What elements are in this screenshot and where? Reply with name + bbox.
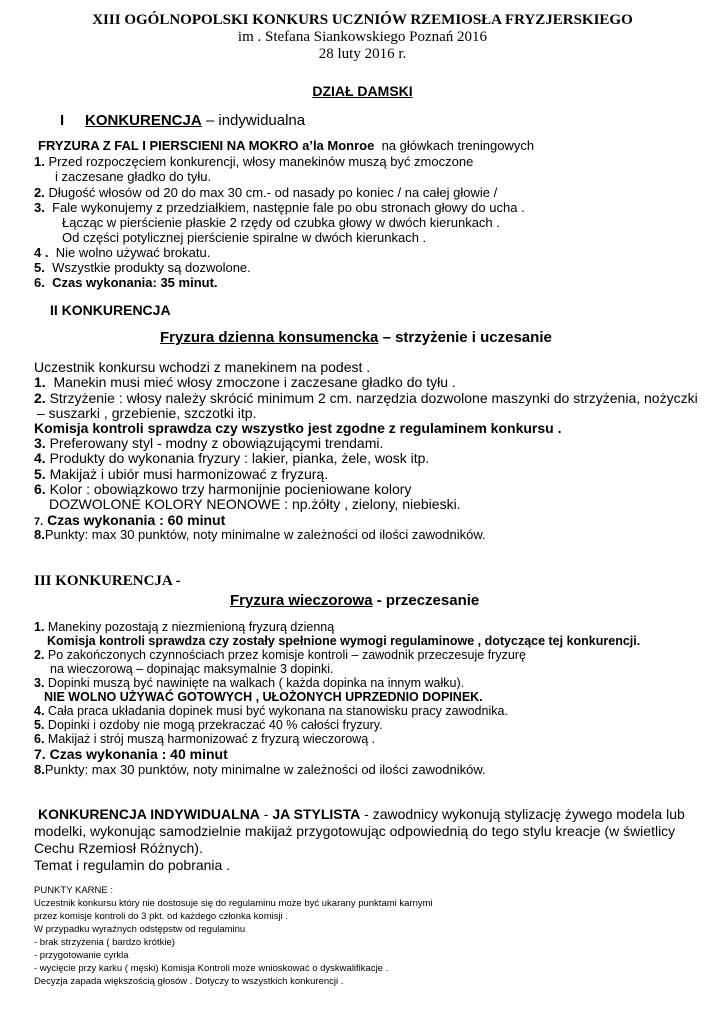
competition-1-title: KONKURENCJA xyxy=(85,112,202,129)
competition-4-title2: JA STYLISTA xyxy=(272,806,361,822)
penalties-line: przez komisje kontroli do 3 pkt. od każdego członka komisji . xyxy=(34,911,288,922)
item-text: Manekiny pozostają z niezmienioną fryzurą dzienną xyxy=(47,620,335,634)
competition-4-line: Cechu Rzemiosł Różnych). xyxy=(34,840,203,856)
item-text: Makijaż i strój muszą harmonizować z fryzurą wieczorową . xyxy=(47,732,376,746)
list-item xyxy=(34,620,334,634)
penalties-line: - brak strzyżenia ( bardzo krótkie) xyxy=(34,937,175,948)
item-text: Dopinki i ozdoby nie mogą przekraczać 40 % całości fryzury. xyxy=(47,718,383,732)
item-text: Czas wykonania : 40 minut xyxy=(49,746,228,762)
item-number: 1. xyxy=(34,620,45,634)
item-number: 4. xyxy=(34,704,45,718)
competition-4-text: - zawodnicy wykonują stylizację żywego modela lub xyxy=(360,806,685,822)
item-text: Wszystkie produkty są dozwolone. xyxy=(52,260,251,275)
competition-4-heading xyxy=(38,806,685,822)
list-item xyxy=(34,276,218,291)
penalties-line: - przygotowanie cyrkla xyxy=(34,950,129,961)
list-item xyxy=(49,496,461,512)
item-text: Po zakończonych czynnościach przez komisje kontroli – zawodnik przeczesuje fryzurę xyxy=(47,648,526,662)
item-text: – suszarki , grzebienie, szczotki itp. xyxy=(37,405,257,421)
item-number: 8. xyxy=(34,762,45,777)
list-item xyxy=(34,420,561,436)
competition-3-subtitle xyxy=(230,592,479,609)
list-item xyxy=(34,201,525,216)
competition-4-dash: - xyxy=(259,806,273,822)
competition-2-subtitle-rest: – strzyżenie i uczesanie xyxy=(382,329,552,346)
list-item xyxy=(44,690,483,704)
list-item xyxy=(34,481,411,497)
item-text: Długość włosów od 20 do max 30 cm.- od nasady po koniec / na całej głowie / xyxy=(48,185,498,200)
competition-1-suffix: – indywidualna xyxy=(205,112,306,129)
competition-2-subtitle xyxy=(160,329,552,346)
item-number: 2. xyxy=(34,185,45,200)
item-number: 6. xyxy=(34,481,46,497)
list-item xyxy=(34,746,228,762)
item-text: Punkty: max 30 punktów, noty minimalne w zależności od ilości zawodników. xyxy=(44,762,486,777)
list-item xyxy=(34,374,456,390)
item-text: Komisja kontroli sprawdza czy zostały spełnione wymogi regulaminowe , dotyczące tej konkurencji. xyxy=(47,634,641,648)
list-item xyxy=(34,648,526,662)
item-number: 3. xyxy=(34,676,45,690)
list-item xyxy=(37,405,256,421)
item-text: Fale wykonujemy z przedziałkiem, następnie fale po obu stronach głowy do ucha . xyxy=(52,200,525,215)
item-text: NIE WOLNO UŻYWAĆ GOTOWYCH , UŁOŻONYCH UPRZEDNIO DOPINEK. xyxy=(44,690,483,704)
competition-3-heading: III KONKURENCJA - xyxy=(34,573,181,589)
item-text: Cała praca układania dopinek musi być wykonana na stanowisku pracy zawodnika. xyxy=(47,704,508,718)
item-number: 6. xyxy=(34,732,45,746)
item-number: 7. xyxy=(34,516,44,528)
list-item xyxy=(62,231,426,246)
competition-1-number: I xyxy=(60,112,65,129)
item-text: Od części potylicznej pierścienie spiralne w dwóch kierunkach . xyxy=(62,230,427,245)
penalties-line: Decyzja zapada większością głosów . Dotyczy to wszystkich konkurencji . xyxy=(34,976,344,987)
list-item xyxy=(55,170,211,185)
competition-3-subtitle-main: Fryzura wieczorowa xyxy=(230,592,373,609)
item-number: 4. xyxy=(34,450,46,466)
item-number: 1. xyxy=(34,154,45,169)
item-text: Dopinki muszą być nawinięte na walkach ( każda dopinka na innym wałku). xyxy=(47,676,465,690)
list-item xyxy=(34,390,698,406)
item-text: Czas wykonania: 35 minut. xyxy=(52,275,218,290)
document-date: 28 luty 2016 r. xyxy=(318,46,407,62)
list-item xyxy=(34,261,251,276)
list-item xyxy=(34,763,486,778)
item-text: DOZWOLONE KOLORY NEONOWE : np.żółty , zielony, niebieski. xyxy=(49,496,461,512)
item-text: Kolor : obowiązkowo trzy harmonijnie pocieniowane kolory xyxy=(49,481,412,497)
list-item xyxy=(34,528,486,543)
item-number: 4 . xyxy=(34,245,49,260)
list-item xyxy=(47,634,640,648)
penalties-line: W przypadku wyraźnych odstępstw od regulaminu xyxy=(34,924,246,935)
item-number: 2. xyxy=(34,390,46,406)
competition-2-heading: II KONKURENCJA xyxy=(50,302,171,318)
list-item xyxy=(34,676,464,690)
competition-2-subtitle-main: Fryzura dzienna konsumencka xyxy=(160,329,379,346)
competition-1-subtitle xyxy=(38,139,534,154)
item-text: Komisja kontroli sprawdza czy wszystko jest zgodne z regulaminem konkursu . xyxy=(34,420,562,436)
item-text: Czas wykonania : 60 minut xyxy=(47,512,226,528)
list-item xyxy=(34,359,370,375)
item-text: Strzyżenie : włosy należy skrócić minimum 2 cm. narzędzia dozwolone maszynki do strzyżenia, nożyczki xyxy=(49,390,698,406)
item-text: Makijaż i ubiór musi harmonizować z fryzurą. xyxy=(49,466,329,482)
document-title: XIII OGÓLNOPOLSKI KONKURS UCZNIÓW RZEMIOSŁA FRYZJERSKIEGO xyxy=(92,12,633,28)
item-text: Punkty: max 30 punktów, noty minimalne w zależności od ilości zawodników. xyxy=(44,527,486,542)
item-number: 8. xyxy=(34,527,45,542)
item-text: Produkty do wykonania fryzury : lakier, pianka, żele, wosk itp. xyxy=(49,450,430,466)
list-item xyxy=(34,450,429,466)
item-text: Przed rozpoczęciem konkurencji, włosy manekinów muszą być zmoczone xyxy=(48,154,474,169)
list-item xyxy=(62,216,500,231)
item-text: na wieczorową – dopinając maksymalnie 3 dopinki. xyxy=(50,662,334,676)
item-text: Łącząc w pierścienie płaskie 2 rzędy od czubka głowy w dwóch kierunkach . xyxy=(62,215,500,230)
list-item xyxy=(34,435,383,451)
competition-4-title: KONKURENCJA INDYWIDUALNA xyxy=(38,806,260,822)
list-item xyxy=(34,704,508,718)
item-number: 2. xyxy=(34,648,45,662)
section-heading: DZIAŁ DAMSKI xyxy=(312,83,413,99)
competition-1-subtitle-main: FRYZURA Z FAL I PIERSCIENI NA MOKRO a’la Monroe xyxy=(38,138,375,153)
list-item xyxy=(34,718,383,732)
list-item xyxy=(34,186,497,201)
item-text: Uczestnik konkursu wchodzi z manekinem na podest . xyxy=(34,359,371,375)
penalties-heading: PUNKTY KARNE : xyxy=(34,885,114,896)
item-number: 5. xyxy=(34,718,45,732)
list-item xyxy=(34,466,328,482)
item-text: i zaczesane gładko do tyłu. xyxy=(55,169,212,184)
item-number: 5. xyxy=(34,260,45,275)
list-item xyxy=(34,732,375,746)
item-number: 3. xyxy=(34,200,45,215)
competition-3-subtitle-rest: - przeczesanie xyxy=(372,592,480,609)
competition-1-heading xyxy=(60,112,305,129)
document-patron: im . Stefana Siankowskiego Poznań 2016 xyxy=(237,29,488,45)
item-text: Nie wolno używać brokatu. xyxy=(55,245,211,260)
item-text: Preferowany styl - modny z obowiązującymi trendami. xyxy=(49,435,384,451)
list-item xyxy=(34,155,473,170)
competition-4-line: modelki, wykonując samodzielnie makijaż przygotowując odpowiednią do tego stylu kreacje (w świetlicy xyxy=(34,823,676,839)
competition-4-line: Temat i regulamin do pobrania . xyxy=(34,857,231,873)
penalties-line: - wycięcie przy karku ( męski) Komisja Kontroli może wnioskować o dyskwalifikacje . xyxy=(34,963,389,974)
item-text: Manekin musi mieć włosy zmoczone i zaczesane gładko do tyłu . xyxy=(53,374,456,390)
list-item xyxy=(34,246,210,261)
item-number: 1. xyxy=(34,374,46,390)
list-item xyxy=(50,662,333,676)
competition-1-subtitle-rest: na główkach treningowych xyxy=(381,138,535,153)
item-number: 6. xyxy=(34,275,45,290)
item-number: 5. xyxy=(34,466,46,482)
item-number: 3. xyxy=(34,435,46,451)
item-number: 7. xyxy=(34,746,46,762)
penalties-line: Uczestnik konkursu który nie dostosuje się do regulaminu może być ukarany punktami karnymi xyxy=(34,898,433,909)
